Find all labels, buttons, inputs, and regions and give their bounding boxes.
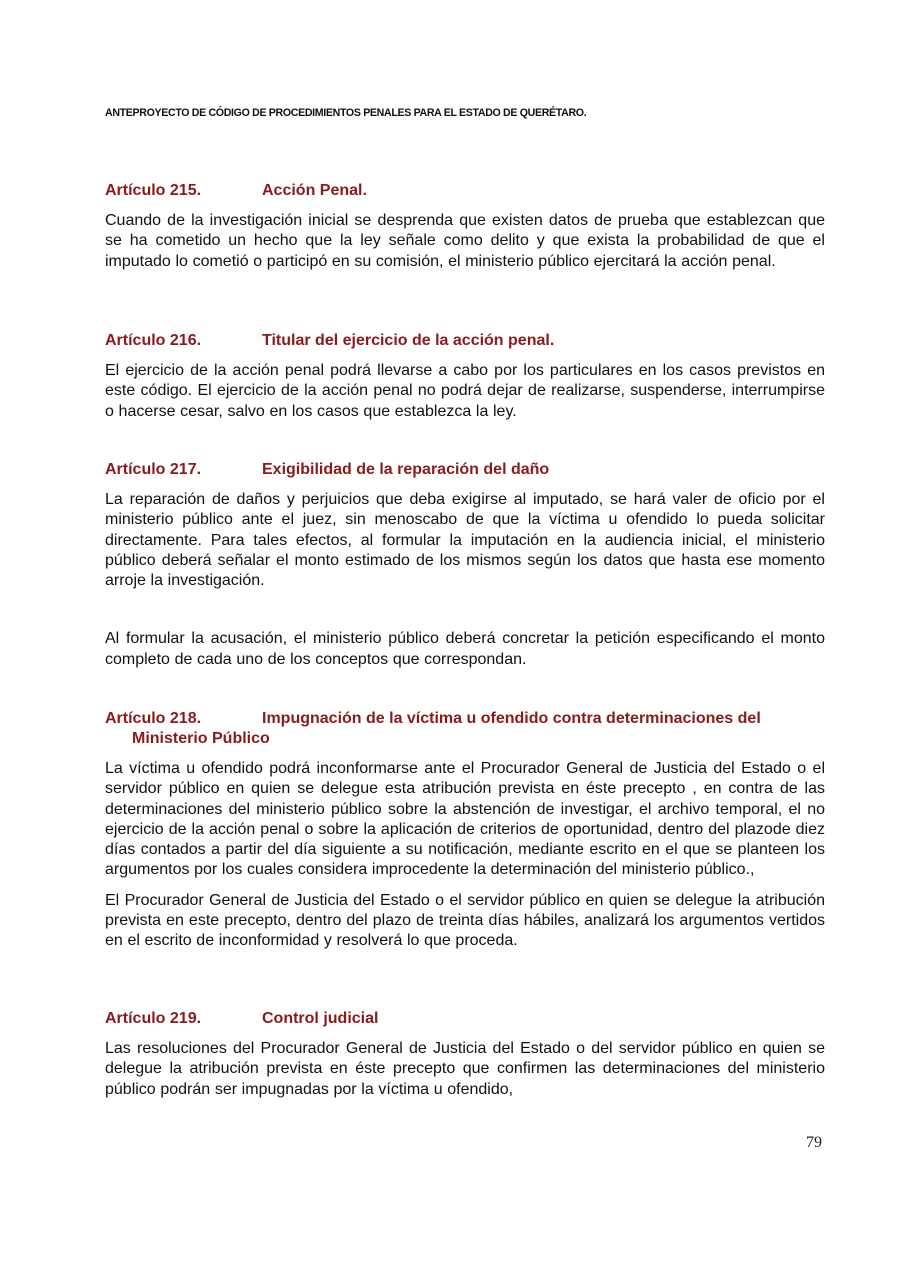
article-title: Control judicial xyxy=(262,1010,379,1027)
article-219 xyxy=(105,1009,825,1110)
article-heading xyxy=(105,331,825,351)
article-heading xyxy=(105,181,825,201)
article-paragraph: Las resoluciones del Procurador General de Justicia del Estado o del servidor público en quien se delegue la atribución prevista en éste precepto que confirmen las determinaciones del ministerio público podrán ser impugnadas por la víctima u ofendido, xyxy=(105,1040,825,1098)
article-paragraph: El Procurador General de Justicia del Estado o el servidor público en quien se delegue la atribución prevista en este precepto, dentro del plazo de treinta días hábiles, analizará los argumentos vertidos en el escrito de inconformidad y resolverá lo que proceda. xyxy=(105,891,825,950)
article-paragraph: Al formular la acusación, el ministerio público deberá concretar la petición especificando el monto completo de cada uno de los conceptos que correspondan. xyxy=(105,630,825,668)
article-paragraph: Cuando de la investigación inicial se desprenda que existen datos de prueba que establezcan que se ha cometido un hecho que la ley señale como delito y que exista la probabilidad de que el imputado lo cometió o participó en su comisión, el ministerio público ejercitará la acción penal. xyxy=(105,212,825,270)
article-title: Titular del ejercicio de la acción penal. xyxy=(262,332,555,349)
article-heading xyxy=(105,709,825,749)
article-title: Acción Penal. xyxy=(262,182,367,199)
article-number: Artículo 215. xyxy=(105,182,202,199)
article-heading xyxy=(105,1009,825,1029)
article-paragraph: El ejercicio de la acción penal podrá llevarse a cabo por los particulares en los casos previstos en este código. El ejercicio de la acción penal no podrá dejar de realizarse, suspenderse, interrumpirse o hacerse cesar, salvo en los casos que establezca la ley. xyxy=(105,362,825,420)
article-216 xyxy=(105,331,825,432)
article-218 xyxy=(105,709,825,962)
article-title: Impugnación de la víctima u ofendido contra determinaciones del xyxy=(262,710,761,727)
article-title-continuation: Ministerio Público xyxy=(132,730,270,747)
page-number: 79 xyxy=(806,1134,822,1151)
article-number: Artículo 218. xyxy=(105,710,202,727)
document-header-title: ANTEPROYECTO DE CÓDIGO DE PROCEDIMIENTOS PENALES PARA EL ESTADO DE QUERÉTARO. xyxy=(105,107,587,119)
article-217 xyxy=(105,460,825,680)
article-number: Artículo 219. xyxy=(105,1010,202,1027)
article-title: Exigibilidad de la reparación del daño xyxy=(262,461,550,478)
article-number: Artículo 216. xyxy=(105,332,202,349)
article-paragraph: La víctima u ofendido podrá inconformarse ante el Procurador General de Justicia del Estado o el servidor público en quien se delegue esta atribución prevista en éste precepto , en contra de las determinaciones del ministerio público sobre la abstención de investigar, el archivo temporal, el no ejercicio de la acción penal o sobre la aplicación de criterios de oportunidad, dentro del plazode diez días contados a partir del día siguiente a su notificación, mediante escrito en el que se planteen los argumentos por los cuales considera improcedente la determinación del ministerio público., xyxy=(105,760,825,879)
article-paragraph: La reparación de daños y perjuicios que deba exigirse al imputado, se hará valer de oficio por el ministerio público ante el juez, sin menoscabo de que la víctima u ofendido lo pueda solicitar directamente. Para tales efectos, al formular la imputación en la audiencia inicial, el ministerio público deberá señalar el monto estimado de los mismos según los datos que hasta ese momento arroje la investigación. xyxy=(105,491,825,590)
article-number: Artículo 217. xyxy=(105,461,202,478)
document-page xyxy=(105,0,825,1280)
article-215 xyxy=(105,181,825,282)
article-heading xyxy=(105,460,825,480)
